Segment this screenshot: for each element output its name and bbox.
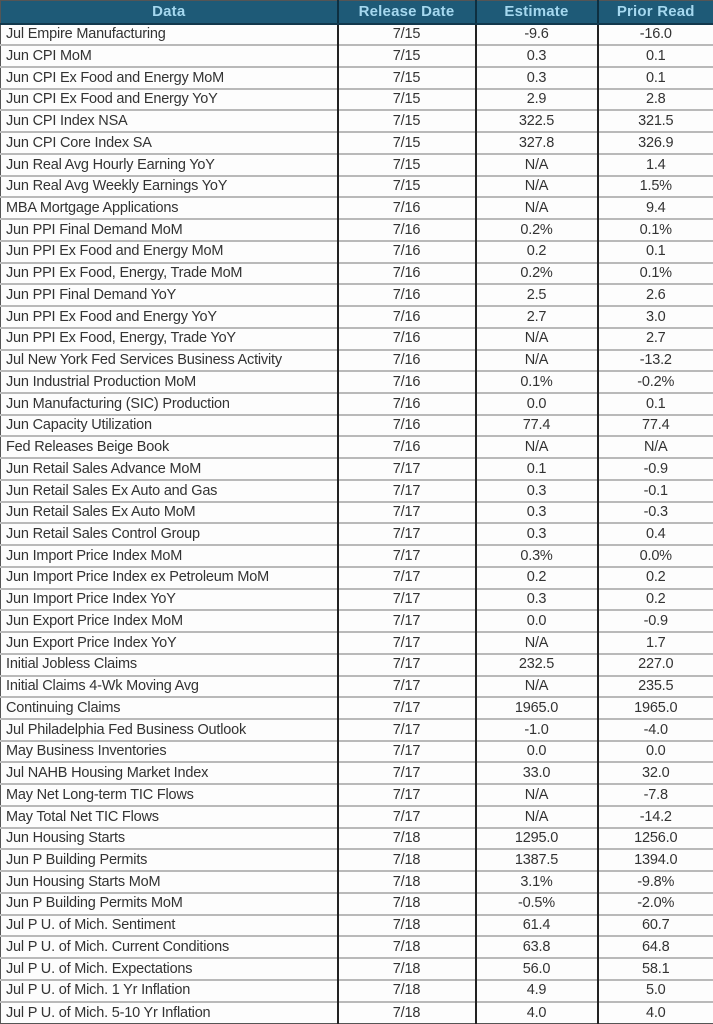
cell-estimate: 2.7 bbox=[476, 306, 598, 328]
cell-estimate: 0.3 bbox=[476, 589, 598, 611]
cell-prior-read: 1.7 bbox=[598, 632, 713, 654]
table-row bbox=[1, 241, 713, 263]
cell-prior-read: 0.4 bbox=[598, 523, 713, 545]
cell-data: Jun Import Price Index ex Petroleum MoM bbox=[1, 567, 338, 589]
cell-prior-read: -14.2 bbox=[598, 806, 713, 828]
cell-prior-read: 60.7 bbox=[598, 915, 713, 937]
cell-data: Jun Export Price Index YoY bbox=[1, 632, 338, 654]
cell-release-date: 7/17 bbox=[338, 545, 476, 567]
table-row bbox=[1, 741, 713, 763]
cell-release-date: 7/17 bbox=[338, 567, 476, 589]
cell-estimate: 33.0 bbox=[476, 762, 598, 784]
cell-prior-read: 235.5 bbox=[598, 676, 713, 698]
cell-release-date: 7/16 bbox=[338, 393, 476, 415]
cell-release-date: 7/16 bbox=[338, 350, 476, 372]
cell-release-date: 7/17 bbox=[338, 762, 476, 784]
cell-data: Jun Retail Sales Advance MoM bbox=[1, 458, 338, 480]
cell-estimate: N/A bbox=[476, 197, 598, 219]
cell-estimate: 0.3 bbox=[476, 67, 598, 89]
cell-estimate: 0.3 bbox=[476, 480, 598, 502]
cell-data: Jun CPI MoM bbox=[1, 45, 338, 67]
cell-data: Jun Import Price Index MoM bbox=[1, 545, 338, 567]
cell-estimate: 1965.0 bbox=[476, 697, 598, 719]
cell-prior-read: -0.9 bbox=[598, 458, 713, 480]
cell-prior-read: 77.4 bbox=[598, 415, 713, 437]
cell-estimate: 0.3 bbox=[476, 502, 598, 524]
cell-data: Jun CPI Core Index SA bbox=[1, 132, 338, 154]
cell-estimate: 0.0 bbox=[476, 393, 598, 415]
cell-data: Jun PPI Ex Food and Energy YoY bbox=[1, 306, 338, 328]
cell-prior-read: -0.9 bbox=[598, 610, 713, 632]
cell-data: Fed Releases Beige Book bbox=[1, 436, 338, 458]
cell-estimate: N/A bbox=[476, 676, 598, 698]
cell-data: Jul P U. of Mich. Current Conditions bbox=[1, 936, 338, 958]
cell-release-date: 7/15 bbox=[338, 132, 476, 154]
cell-estimate: 0.1% bbox=[476, 371, 598, 393]
cell-prior-read: 227.0 bbox=[598, 654, 713, 676]
column-header-estimate: Estimate bbox=[476, 1, 598, 24]
cell-data: Jun Real Avg Hourly Earning YoY bbox=[1, 154, 338, 176]
cell-estimate: 322.5 bbox=[476, 110, 598, 132]
cell-data: Jun P Building Permits MoM bbox=[1, 893, 338, 915]
cell-estimate: 2.9 bbox=[476, 89, 598, 111]
table-row bbox=[1, 654, 713, 676]
table-row bbox=[1, 480, 713, 502]
cell-data: Jun CPI Ex Food and Energy MoM bbox=[1, 67, 338, 89]
cell-data: Jul Philadelphia Fed Business Outlook bbox=[1, 719, 338, 741]
cell-prior-read: 58.1 bbox=[598, 958, 713, 980]
cell-prior-read: 0.2 bbox=[598, 589, 713, 611]
table-row bbox=[1, 154, 713, 176]
cell-release-date: 7/17 bbox=[338, 610, 476, 632]
cell-estimate: 61.4 bbox=[476, 915, 598, 937]
cell-release-date: 7/15 bbox=[338, 176, 476, 198]
cell-data: Jun Real Avg Weekly Earnings YoY bbox=[1, 176, 338, 198]
table-row bbox=[1, 936, 713, 958]
table-row bbox=[1, 915, 713, 937]
cell-estimate: N/A bbox=[476, 784, 598, 806]
cell-release-date: 7/16 bbox=[338, 415, 476, 437]
cell-estimate: 1387.5 bbox=[476, 849, 598, 871]
cell-prior-read: 1.5% bbox=[598, 176, 713, 198]
cell-estimate: 4.9 bbox=[476, 980, 598, 1002]
cell-estimate: 232.5 bbox=[476, 654, 598, 676]
cell-estimate: N/A bbox=[476, 806, 598, 828]
cell-estimate: 0.0 bbox=[476, 610, 598, 632]
cell-release-date: 7/16 bbox=[338, 284, 476, 306]
cell-release-date: 7/15 bbox=[338, 89, 476, 111]
cell-release-date: 7/17 bbox=[338, 480, 476, 502]
cell-estimate: 0.2 bbox=[476, 567, 598, 589]
table-row bbox=[1, 67, 713, 89]
table-row bbox=[1, 762, 713, 784]
cell-data: Jul Empire Manufacturing bbox=[1, 24, 338, 46]
cell-data: Jun Industrial Production MoM bbox=[1, 371, 338, 393]
cell-prior-read: 0.1 bbox=[598, 241, 713, 263]
cell-data: Jun Capacity Utilization bbox=[1, 415, 338, 437]
cell-estimate: -1.0 bbox=[476, 719, 598, 741]
table-row bbox=[1, 24, 713, 46]
cell-data: Jul P U. of Mich. Sentiment bbox=[1, 915, 338, 937]
table-row bbox=[1, 328, 713, 350]
cell-prior-read: 5.0 bbox=[598, 980, 713, 1002]
table-row bbox=[1, 197, 713, 219]
cell-estimate: 0.2 bbox=[476, 241, 598, 263]
cell-data: Jul P U. of Mich. Expectations bbox=[1, 958, 338, 980]
cell-estimate: 56.0 bbox=[476, 958, 598, 980]
cell-prior-read: 3.0 bbox=[598, 306, 713, 328]
table-row bbox=[1, 110, 713, 132]
table-row bbox=[1, 176, 713, 198]
cell-release-date: 7/15 bbox=[338, 45, 476, 67]
cell-estimate: 0.2% bbox=[476, 263, 598, 285]
cell-prior-read: -16.0 bbox=[598, 24, 713, 46]
cell-estimate: 77.4 bbox=[476, 415, 598, 437]
cell-release-date: 7/17 bbox=[338, 589, 476, 611]
table-row bbox=[1, 697, 713, 719]
table-row bbox=[1, 589, 713, 611]
column-header-release-date: Release Date bbox=[338, 1, 476, 24]
cell-data: May Business Inventories bbox=[1, 741, 338, 763]
cell-release-date: 7/15 bbox=[338, 67, 476, 89]
cell-prior-read: 0.1% bbox=[598, 263, 713, 285]
table-row bbox=[1, 263, 713, 285]
cell-data: Jun Housing Starts MoM bbox=[1, 871, 338, 893]
cell-estimate: 0.3 bbox=[476, 523, 598, 545]
table-row bbox=[1, 893, 713, 915]
cell-data: Jun Manufacturing (SIC) Production bbox=[1, 393, 338, 415]
cell-release-date: 7/17 bbox=[338, 632, 476, 654]
cell-prior-read: -9.8% bbox=[598, 871, 713, 893]
table-row bbox=[1, 676, 713, 698]
cell-prior-read: -4.0 bbox=[598, 719, 713, 741]
table-row bbox=[1, 45, 713, 67]
cell-data: May Net Long-term TIC Flows bbox=[1, 784, 338, 806]
cell-release-date: 7/17 bbox=[338, 719, 476, 741]
cell-release-date: 7/15 bbox=[338, 154, 476, 176]
table-row bbox=[1, 436, 713, 458]
cell-estimate: N/A bbox=[476, 436, 598, 458]
cell-data: Jun Import Price Index YoY bbox=[1, 589, 338, 611]
cell-prior-read: 1394.0 bbox=[598, 849, 713, 871]
cell-release-date: 7/18 bbox=[338, 915, 476, 937]
table-row bbox=[1, 958, 713, 980]
cell-release-date: 7/18 bbox=[338, 1002, 476, 1024]
cell-release-date: 7/15 bbox=[338, 24, 476, 46]
cell-prior-read: 321.5 bbox=[598, 110, 713, 132]
cell-data: Jun Retail Sales Ex Auto MoM bbox=[1, 502, 338, 524]
cell-prior-read: -0.3 bbox=[598, 502, 713, 524]
cell-data: Jul NAHB Housing Market Index bbox=[1, 762, 338, 784]
cell-estimate: 2.5 bbox=[476, 284, 598, 306]
cell-release-date: 7/16 bbox=[338, 241, 476, 263]
cell-release-date: 7/16 bbox=[338, 328, 476, 350]
cell-prior-read: 1256.0 bbox=[598, 828, 713, 850]
cell-release-date: 7/17 bbox=[338, 697, 476, 719]
cell-release-date: 7/16 bbox=[338, 306, 476, 328]
table-row bbox=[1, 980, 713, 1002]
cell-prior-read: -0.1 bbox=[598, 480, 713, 502]
cell-prior-read: -2.0% bbox=[598, 893, 713, 915]
cell-data: Jun CPI Ex Food and Energy YoY bbox=[1, 89, 338, 111]
cell-estimate: 63.8 bbox=[476, 936, 598, 958]
cell-release-date: 7/17 bbox=[338, 741, 476, 763]
cell-estimate: 3.1% bbox=[476, 871, 598, 893]
cell-release-date: 7/15 bbox=[338, 110, 476, 132]
table-row bbox=[1, 828, 713, 850]
cell-data: Jun Retail Sales Control Group bbox=[1, 523, 338, 545]
cell-estimate: 0.2% bbox=[476, 219, 598, 241]
cell-prior-read: 64.8 bbox=[598, 936, 713, 958]
cell-prior-read: -7.8 bbox=[598, 784, 713, 806]
cell-release-date: 7/17 bbox=[338, 654, 476, 676]
table-row bbox=[1, 719, 713, 741]
cell-estimate: N/A bbox=[476, 350, 598, 372]
table-row bbox=[1, 567, 713, 589]
table-row bbox=[1, 849, 713, 871]
cell-release-date: 7/16 bbox=[338, 436, 476, 458]
cell-release-date: 7/18 bbox=[338, 958, 476, 980]
cell-prior-read: 0.1% bbox=[598, 219, 713, 241]
column-header-data: Data bbox=[1, 1, 338, 24]
cell-estimate: -0.5% bbox=[476, 893, 598, 915]
table-row bbox=[1, 371, 713, 393]
cell-estimate: N/A bbox=[476, 176, 598, 198]
table-row bbox=[1, 632, 713, 654]
cell-prior-read: 2.8 bbox=[598, 89, 713, 111]
cell-estimate: 1295.0 bbox=[476, 828, 598, 850]
cell-release-date: 7/17 bbox=[338, 502, 476, 524]
table-row bbox=[1, 502, 713, 524]
cell-estimate: 0.1 bbox=[476, 458, 598, 480]
cell-prior-read: 0.1 bbox=[598, 393, 713, 415]
cell-prior-read: -13.2 bbox=[598, 350, 713, 372]
cell-data: Jul P U. of Mich. 1 Yr Inflation bbox=[1, 980, 338, 1002]
cell-estimate: N/A bbox=[476, 328, 598, 350]
cell-data: Jun P Building Permits bbox=[1, 849, 338, 871]
cell-data: Initial Jobless Claims bbox=[1, 654, 338, 676]
cell-prior-read: 9.4 bbox=[598, 197, 713, 219]
cell-prior-read: 1965.0 bbox=[598, 697, 713, 719]
cell-release-date: 7/16 bbox=[338, 263, 476, 285]
table-body bbox=[1, 24, 713, 1024]
cell-prior-read: 1.4 bbox=[598, 154, 713, 176]
cell-release-date: 7/18 bbox=[338, 828, 476, 850]
cell-release-date: 7/17 bbox=[338, 458, 476, 480]
cell-data: Continuing Claims bbox=[1, 697, 338, 719]
table-row bbox=[1, 1002, 713, 1024]
cell-data: Jun PPI Ex Food and Energy MoM bbox=[1, 241, 338, 263]
cell-data: Jun PPI Ex Food, Energy, Trade MoM bbox=[1, 263, 338, 285]
cell-data: Jun PPI Ex Food, Energy, Trade YoY bbox=[1, 328, 338, 350]
cell-data: MBA Mortgage Applications bbox=[1, 197, 338, 219]
cell-estimate: 4.0 bbox=[476, 1002, 598, 1024]
cell-prior-read: 2.6 bbox=[598, 284, 713, 306]
cell-prior-read: N/A bbox=[598, 436, 713, 458]
table-row bbox=[1, 610, 713, 632]
cell-release-date: 7/16 bbox=[338, 219, 476, 241]
table-row bbox=[1, 415, 713, 437]
cell-release-date: 7/18 bbox=[338, 936, 476, 958]
cell-prior-read: 326.9 bbox=[598, 132, 713, 154]
cell-data: Jul New York Fed Services Business Activity bbox=[1, 350, 338, 372]
table-row bbox=[1, 393, 713, 415]
cell-estimate: 0.0 bbox=[476, 741, 598, 763]
cell-release-date: 7/17 bbox=[338, 523, 476, 545]
table-row bbox=[1, 350, 713, 372]
cell-data: Jun CPI Index NSA bbox=[1, 110, 338, 132]
table-row bbox=[1, 545, 713, 567]
cell-data: Initial Claims 4-Wk Moving Avg bbox=[1, 676, 338, 698]
table-row bbox=[1, 458, 713, 480]
table-row bbox=[1, 871, 713, 893]
cell-release-date: 7/17 bbox=[338, 784, 476, 806]
cell-prior-read: 0.1 bbox=[598, 45, 713, 67]
table-row bbox=[1, 306, 713, 328]
cell-estimate: N/A bbox=[476, 154, 598, 176]
cell-data: Jun Export Price Index MoM bbox=[1, 610, 338, 632]
cell-prior-read: 0.1 bbox=[598, 67, 713, 89]
table-row bbox=[1, 523, 713, 545]
table-row bbox=[1, 284, 713, 306]
header-row bbox=[1, 1, 713, 24]
cell-prior-read: 4.0 bbox=[598, 1002, 713, 1024]
cell-release-date: 7/17 bbox=[338, 676, 476, 698]
cell-prior-read: 2.7 bbox=[598, 328, 713, 350]
cell-estimate: N/A bbox=[476, 632, 598, 654]
column-header-prior-read: Prior Read bbox=[598, 1, 713, 24]
table-row bbox=[1, 219, 713, 241]
cell-data: Jun Retail Sales Ex Auto and Gas bbox=[1, 480, 338, 502]
cell-data: Jun PPI Final Demand MoM bbox=[1, 219, 338, 241]
table-header bbox=[1, 1, 713, 24]
table-row bbox=[1, 132, 713, 154]
table-row bbox=[1, 89, 713, 111]
cell-release-date: 7/16 bbox=[338, 197, 476, 219]
cell-prior-read: 32.0 bbox=[598, 762, 713, 784]
cell-estimate: 0.3% bbox=[476, 545, 598, 567]
cell-data: May Total Net TIC Flows bbox=[1, 806, 338, 828]
cell-prior-read: -0.2% bbox=[598, 371, 713, 393]
cell-data: Jun PPI Final Demand YoY bbox=[1, 284, 338, 306]
cell-release-date: 7/18 bbox=[338, 849, 476, 871]
cell-prior-read: 0.0 bbox=[598, 741, 713, 763]
cell-prior-read: 0.2 bbox=[598, 567, 713, 589]
table-row bbox=[1, 806, 713, 828]
cell-estimate: 327.8 bbox=[476, 132, 598, 154]
cell-release-date: 7/18 bbox=[338, 871, 476, 893]
cell-release-date: 7/18 bbox=[338, 980, 476, 1002]
cell-release-date: 7/17 bbox=[338, 806, 476, 828]
cell-data: Jul P U. of Mich. 5-10 Yr Inflation bbox=[1, 1002, 338, 1024]
cell-release-date: 7/18 bbox=[338, 893, 476, 915]
table-row bbox=[1, 784, 713, 806]
cell-prior-read: 0.0% bbox=[598, 545, 713, 567]
cell-data: Jun Housing Starts bbox=[1, 828, 338, 850]
cell-estimate: 0.3 bbox=[476, 45, 598, 67]
cell-release-date: 7/16 bbox=[338, 371, 476, 393]
cell-estimate: -9.6 bbox=[476, 24, 598, 46]
